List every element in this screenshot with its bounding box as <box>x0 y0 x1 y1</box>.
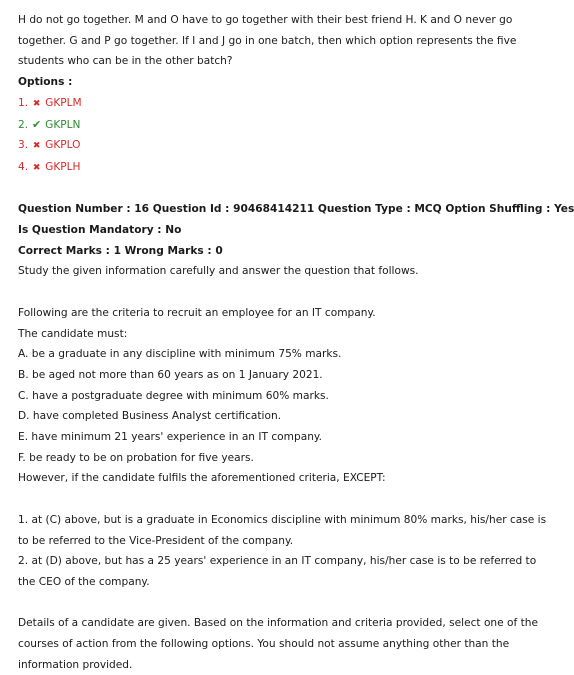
options-list <box>18 93 464 179</box>
option-number: 4. <box>18 160 29 173</box>
option-number: 3. <box>18 139 29 152</box>
exceptions-list <box>18 510 547 593</box>
details-line: Details of a candidate are given. Based on the information and criteria provided, select one of the <box>18 617 538 630</box>
option-text: GKPLM <box>45 96 82 109</box>
option-item <box>18 115 464 136</box>
question-meta-line: Correct Marks : 1 Wrong Marks : 0 <box>18 244 223 257</box>
criteria-item: D. have completed Business Analyst certification. <box>18 410 282 423</box>
spacer <box>18 282 464 303</box>
details-paragraph <box>18 613 538 675</box>
option-item <box>18 157 464 179</box>
spacer <box>18 489 464 510</box>
cross-icon: ✖ <box>32 98 41 109</box>
option-number: 2. <box>18 118 29 131</box>
however-text: However, if the candidate fulfils the aforementioned criteria, EXCEPT: <box>18 472 386 485</box>
option-text: GKPLN <box>45 118 81 131</box>
exception-line: 2. at (D) above, but has a 25 years' experience in an IT company, his/her case is to be referred to <box>18 555 537 568</box>
option-number: 1. <box>18 96 29 109</box>
question-meta-line: Question Number : 16 Question Id : 90468414211 Question Type : MCQ Option Shuffling : Yes <box>18 203 574 216</box>
question-meta-line: Is Question Mandatory : No <box>18 224 182 237</box>
option-text: GKPLH <box>45 160 81 173</box>
option-text: GKPLO <box>45 139 81 152</box>
cross-icon: ✖ <box>32 162 41 173</box>
criteria-item: E. have minimum 21 years' experience in an IT company. <box>18 431 323 444</box>
document-page <box>18 10 574 675</box>
question-meta <box>18 199 574 261</box>
spacer <box>18 593 464 614</box>
exception-line: 1. at (C) above, but is a graduate in Economics discipline with minimum 80% marks, his/her case is <box>18 513 547 526</box>
exception-line: to be referred to the Vice-President of the company. <box>18 534 294 547</box>
spacer <box>18 179 464 200</box>
option-item <box>18 93 464 115</box>
criteria-item: B. be aged not more than 60 years as on 1 January 2021. <box>18 368 323 381</box>
option-item <box>18 135 464 157</box>
intro-line: H do not go together. M and O have to go together with their best friend H. K and O never go <box>18 14 513 26</box>
intro-line: together. G and P go together. If I and J go in one batch, then which option represents the five <box>18 34 517 47</box>
intro-line: students who can be in the other batch? <box>18 55 233 68</box>
options-heading: Options : <box>18 76 73 89</box>
details-line: information provided. <box>18 658 133 671</box>
question-intro <box>18 10 517 72</box>
criteria-list <box>18 344 464 468</box>
instruction-text: Study the given information carefully and answer the question that follows. <box>18 265 419 278</box>
check-icon: ✔ <box>32 117 42 131</box>
criteria-item: A. be a graduate in any discipline with minimum 75% marks. <box>18 348 342 361</box>
details-line: courses of action from the following options. You should not assume anything other than the <box>18 638 510 651</box>
cross-icon: ✖ <box>32 141 41 152</box>
criteria-intro: Following are the criteria to recruit an employee for an IT company. <box>18 306 376 319</box>
criteria-item: F. be ready to be on probation for five years. <box>18 451 254 464</box>
candidate-must: The candidate must: <box>18 327 128 340</box>
exception-line: the CEO of the company. <box>18 575 150 588</box>
criteria-item: C. have a postgraduate degree with minimum 60% marks. <box>18 389 329 402</box>
